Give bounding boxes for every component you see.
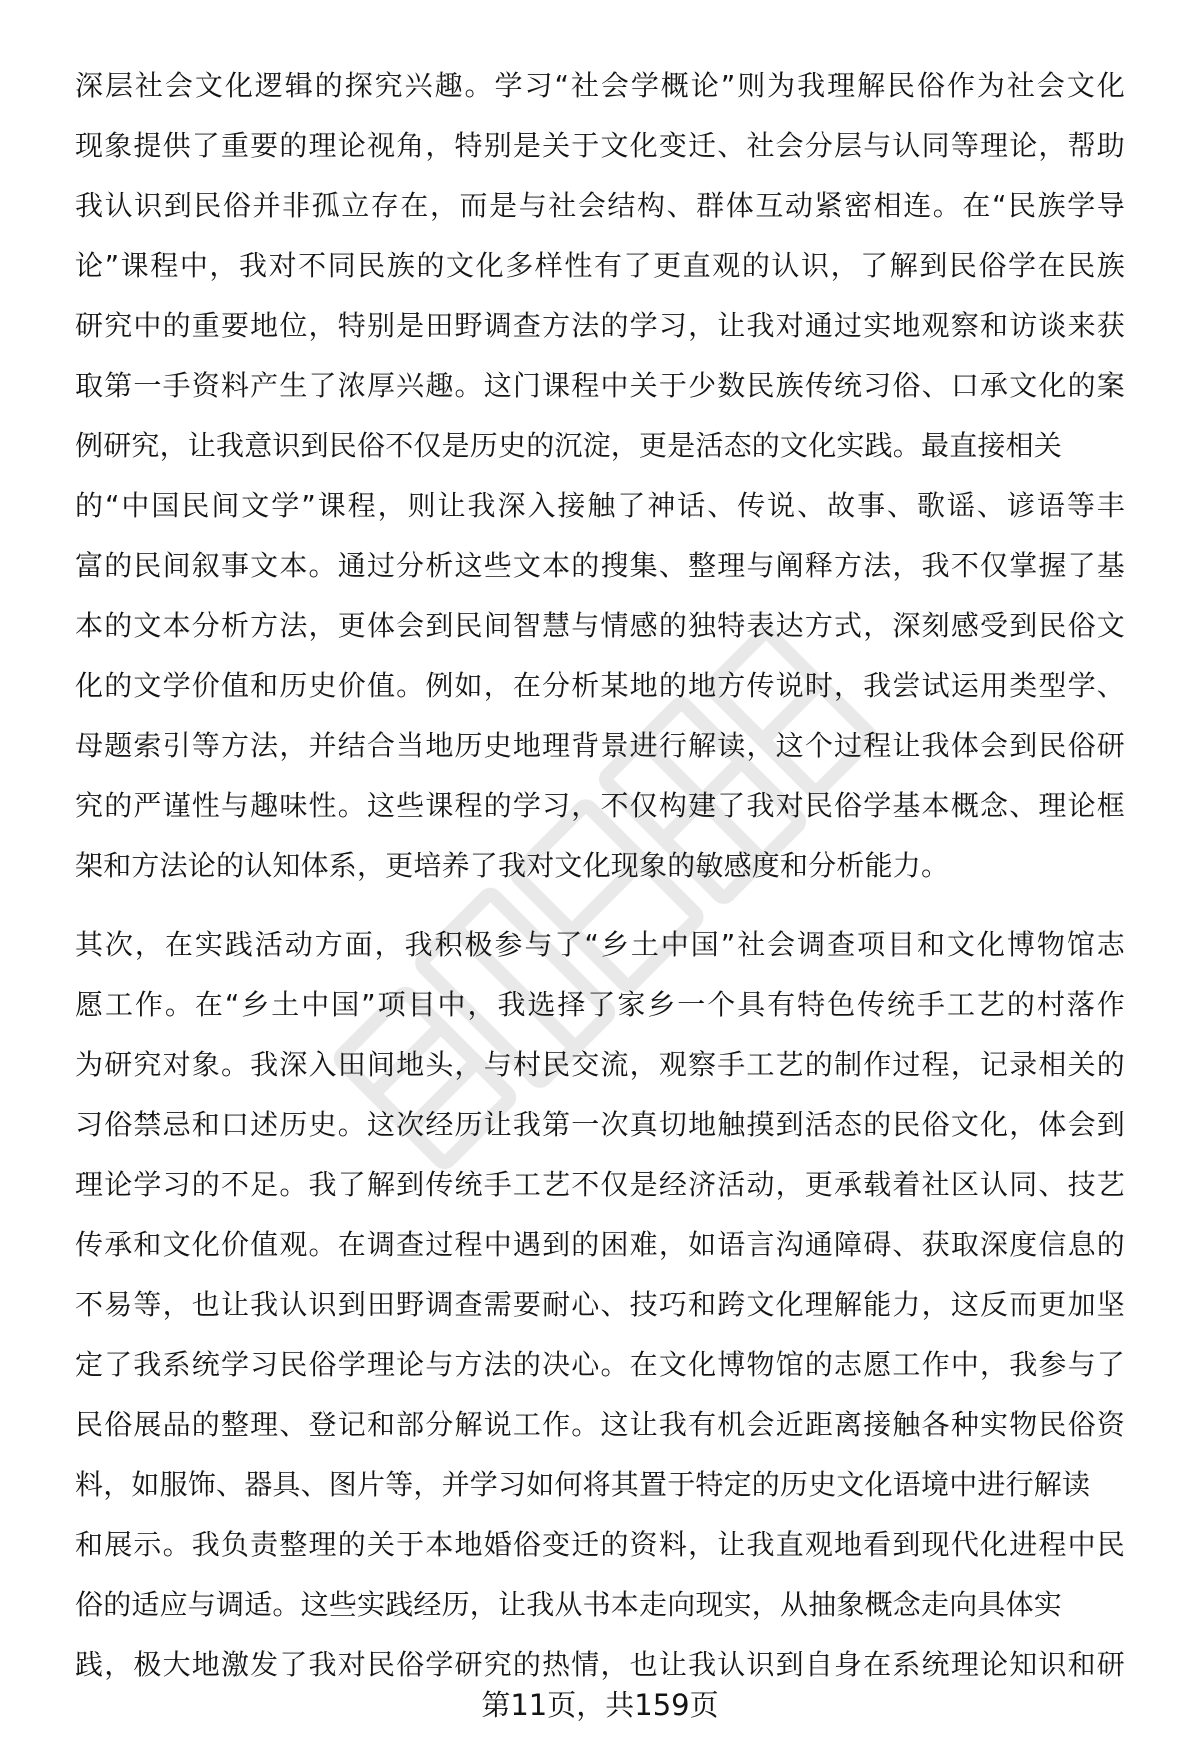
text-line: 的“中国民间文学”课程，则让我深入接触了神话、传说、故事、歌谣、谚语等丰 xyxy=(75,489,1125,522)
text-line: 愿工作。在“乡土中国”项目中，我选择了家乡一个具有特色传统手工艺的村落作 xyxy=(75,988,1125,1021)
text-line: 研究中的重要地位，特别是田野调查方法的学习，让我对通过实地观察和访谈来获 xyxy=(75,309,1125,342)
text-line: 定了我系统学习民俗学理论与方法的决心。在文化博物馆的志愿工作中，我参与了 xyxy=(75,1348,1125,1381)
text-line: 不易等，也让我认识到田野调查需要耐心、技巧和跨文化理解能力，这反而更加坚 xyxy=(75,1288,1125,1321)
text-line: 架和方法论的认知体系，更培养了我对文化现象的敏感度和分析能力。 xyxy=(75,849,950,882)
text-line: 料，如服饰、器具、图片等，并学习如何将其置于特定的历史文化语境中进行解读 xyxy=(75,1468,1091,1501)
text-line: 理论学习的不足。我了解到传统手工艺不仅是经济活动，更承载着社区认同、技艺 xyxy=(75,1168,1125,1201)
text-line: 我认识到民俗并非孤立存在，而是与社会结构、群体互动紧密相连。在“民族学导 xyxy=(75,189,1125,222)
page-number: 第11页，共159页 xyxy=(481,1688,719,1722)
text-line: 化的文学价值和历史价值。例如，在分析某地的地方传说时，我尝试运用类型学、 xyxy=(75,669,1125,702)
text-line: 现象提供了重要的理论视角，特别是关于文化变迁、社会分层与认同等理论，帮助 xyxy=(75,129,1125,162)
text-line: 习俗禁忌和口述历史。这次经历让我第一次真切地触摸到活态的民俗文化，体会到 xyxy=(75,1108,1125,1141)
text-line: 民俗展品的整理、登记和部分解说工作。这让我有机会近距离接触各种实物民俗资 xyxy=(75,1408,1125,1441)
text-line: 本的文本分析方法，更体会到民间智慧与情感的独特表达方式，深刻感受到民俗文 xyxy=(75,609,1125,642)
text-line: 母题索引等方法，并结合当地历史地理背景进行解读，这个过程让我体会到民俗研 xyxy=(75,729,1125,762)
text-line: 其次，在实践活动方面，我积极参与了“乡土中国”社会调查项目和文化博物馆志 xyxy=(75,928,1125,961)
text-line: 论”课程中，我对不同民族的文化多样性有了更直观的认识，了解到民俗学在民族 xyxy=(75,249,1125,282)
text-line: 践，极大地激发了我对民俗学研究的热情，也让我认识到自身在系统理论知识和研 xyxy=(75,1648,1125,1681)
text-line: 富的民间叙事文本。通过分析这些文本的搜集、整理与阐释方法，我不仅掌握了基 xyxy=(75,549,1125,582)
text-line: 深层社会文化逻辑的探究兴趣。学习“社会学概论”则为我理解民俗作为社会文化 xyxy=(75,69,1125,102)
text-line: 例研究，让我意识到民俗不仅是历史的沉淀，更是活态的文化实践。最直接相关 xyxy=(75,429,1063,462)
paragraph-2 xyxy=(75,915,1125,1695)
text-line: 取第一手资料产生了浓厚兴趣。这门课程中关于少数民族传统习俗、口承文化的案 xyxy=(75,369,1125,402)
text-line: 传承和文化价值观。在调查过程中遇到的困难，如语言沟通障碍、获取深度信息的 xyxy=(75,1228,1125,1261)
paragraph-1 xyxy=(75,56,1125,896)
text-line: 俗的适应与调适。这些实践经历，让我从书本走向现实，从抽象概念走向具体实 xyxy=(75,1588,1063,1621)
text-line: 和展示。我负责整理的关于本地婚俗变迁的资料，让我直观地看到现代化进程中民 xyxy=(75,1528,1125,1561)
text-line: 为研究对象。我深入田间地头，与村民交流，观察手工艺的制作过程，记录相关的 xyxy=(75,1048,1125,1081)
text-line: 究的严谨性与趣味性。这些课程的学习，不仅构建了我对民俗学基本概念、理论框 xyxy=(75,789,1125,822)
